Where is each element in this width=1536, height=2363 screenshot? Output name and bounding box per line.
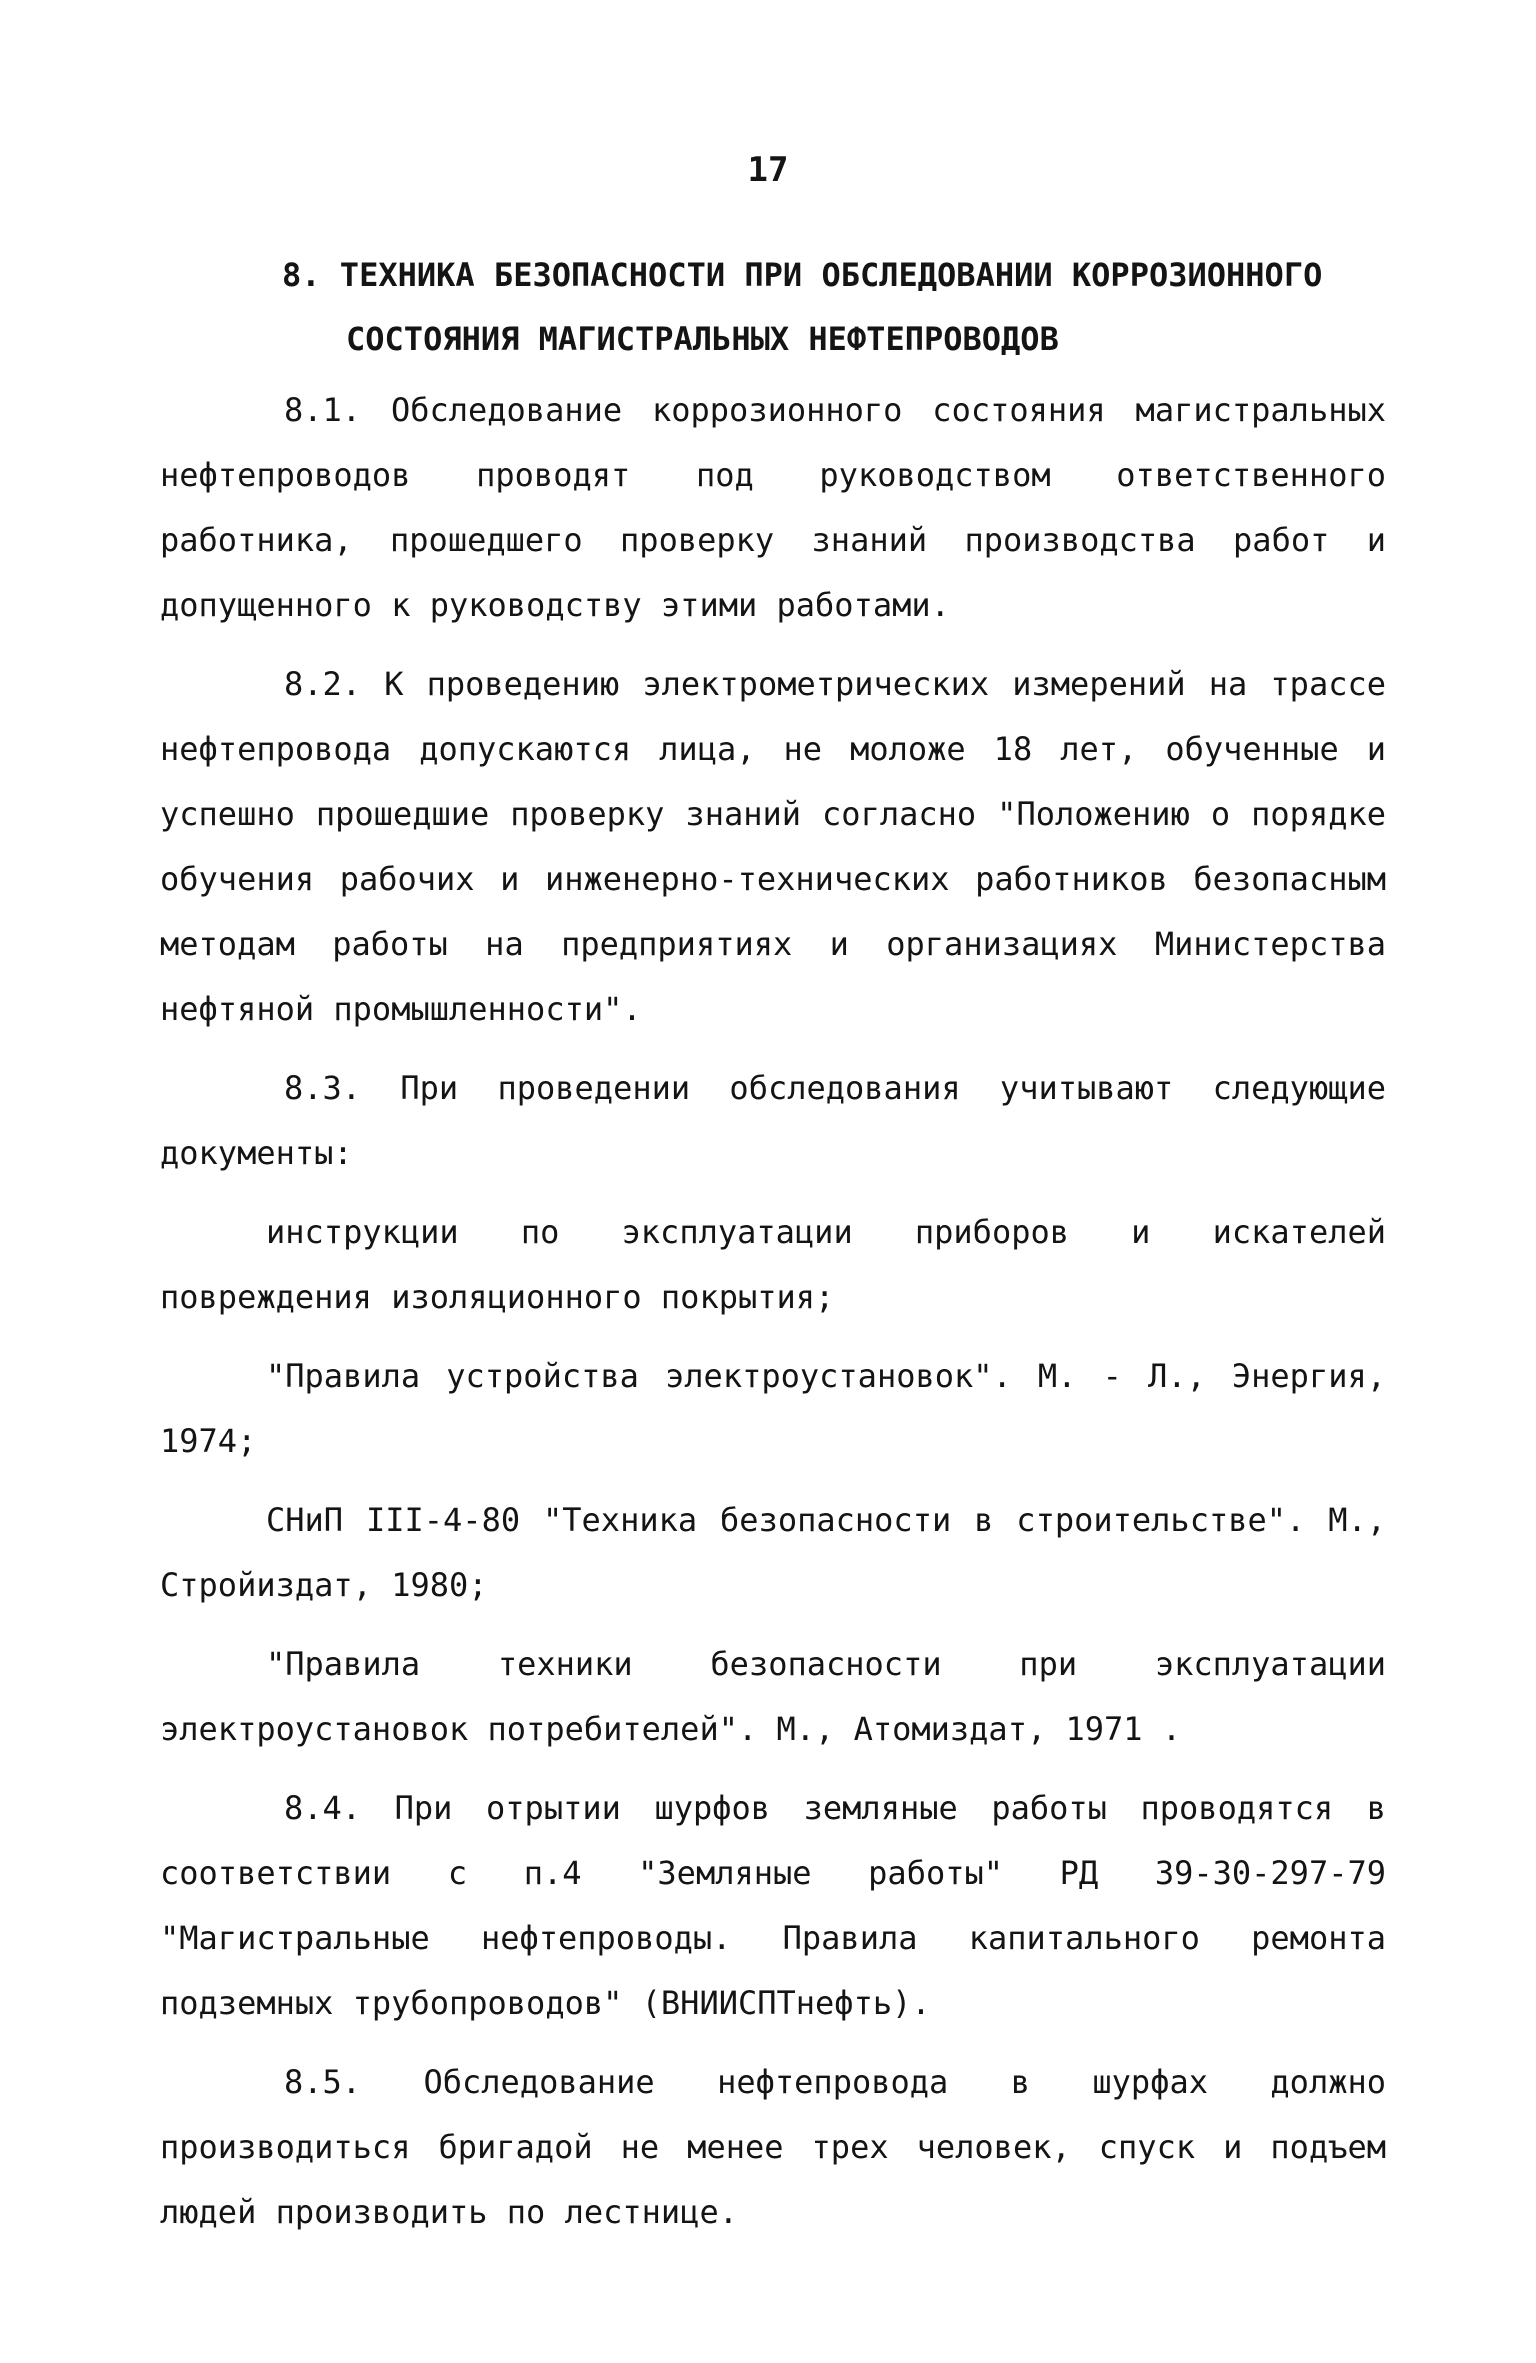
page-number: 17 (747, 150, 789, 190)
section-number: 8. (282, 256, 321, 294)
paragraph-text: При отрытии шурфов земляные работы проводятся в соответствии с п.4 "Земляные работы" РД 39-30-297-79 "Магистральные нефтепроводы. Правила капитального ремонта подземных трубопроводов" (ВНИИСПТнефть). (160, 1789, 1386, 2022)
paragraph-text: Обследование нефтепровода в шурфах должно производиться бригадой не менее трех человек, спуск и подъем людей производить по лестнице. (160, 2063, 1386, 2231)
paragraph-text: К проведению электрометрических измерений на трассе нефтепровода допускаются лица, не моложе 18 лет, обученные и успешно прошедшие проверку знаний согласно "Положению о порядке обучения рабочих и инженерно-технических работников безопасным методам работы на предприятиях и организациях Министерства нефтяной промышленности". (160, 665, 1387, 1028)
paragraph-8-4 (160, 1776, 1386, 2036)
section-title-line1: ТЕХНИКА БЕЗОПАСНОСТИ ПРИ ОБСЛЕДОВАНИИ КОРРОЗИОННОГО (339, 256, 1323, 294)
paragraph-text: Обследование коррозионного состояния магистральных нефтепроводов проводят под руководством ответственного работника, прошедшего проверку знаний производства работ и допущенного к руководству этими работами. (160, 391, 1387, 624)
paragraph-8-3 (160, 1056, 1386, 1186)
document-list-item (160, 1200, 1386, 1330)
document-list-item (160, 1344, 1386, 1474)
list-item-text: СНиП III-4-80 "Техника безопасности в строительстве". М., Стройиздат, 1980; (160, 1501, 1386, 1604)
paragraph-number: 8.1. (284, 391, 362, 429)
document-list-item (160, 1488, 1386, 1618)
paragraph-number: 8.4. (284, 1789, 362, 1827)
list-item-text: "Правила техники безопасности при эксплуатации электроустановок потребителей". М., Атомиздат, 1971 . (160, 1645, 1386, 1748)
section-heading (282, 243, 1362, 371)
paragraph-8-1 (160, 378, 1386, 638)
paragraph-number: 8.2. (284, 665, 362, 703)
paragraph-number: 8.5. (284, 2063, 362, 2101)
list-item-text: инструкции по эксплуатации приборов и искателей повреждения изоляционного покрытия; (160, 1213, 1386, 1316)
paragraph-8-5 (160, 2050, 1386, 2245)
document-body (160, 378, 1386, 2259)
paragraph-number: 8.3. (284, 1069, 362, 1107)
document-list-item (160, 1632, 1386, 1762)
section-title-line2: СОСТОЯНИЯ МАГИСТРАЛЬНЫХ НЕФТЕПРОВОДОВ (346, 320, 1059, 358)
list-item-text: "Правила устройства электроустановок". М. - Л., Энергия, 1974; (160, 1357, 1386, 1460)
paragraph-8-2 (160, 652, 1386, 1042)
paragraph-text: При проведении обследования учитывают следующие документы: (160, 1069, 1387, 1172)
